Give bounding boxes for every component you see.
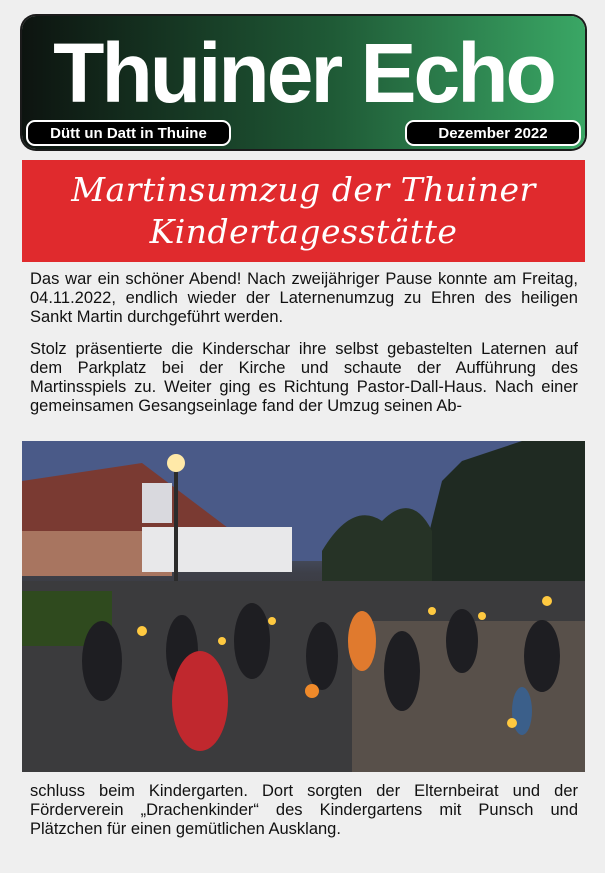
lantern-parade-photo <box>22 441 585 772</box>
headline-line-1: Martinsumzug der Thuiner <box>71 170 536 209</box>
article-paragraph-2: Stolz präsentierte die Kinderschar ihre selbst gebastelten Laternen auf dem Parkplatz bei der Kirche und schaute der Aufführung des Martinsspiels zu. Weiter ging es Richtung Pastor-Dall-Haus. Nach einer gemeinsamen Gesangseinlage fand der Umzug seinen Ab- <box>30 340 578 415</box>
headline-line-2: Kindertagesstätte <box>149 212 458 251</box>
newspaper-title: Thuiner Echo <box>53 26 554 120</box>
article-paragraph-1: Das war ein schöner Abend! Nach zweijähriger Pause konnte am Freitag, 04.11.2022, endlich wieder der Laternenumzug zu Ehren des heiligen Sankt Martin durchgeführt werden. <box>30 270 578 326</box>
issue-date-badge: Dezember 2022 <box>405 120 581 146</box>
lantern-parade-illustration <box>22 441 585 772</box>
tagline-badge: Dütt un Datt in Thuine <box>26 120 231 146</box>
article-paragraph-3: schluss beim Kindergarten. Dort sorgten der Elternbeirat und der Förderverein „Drachenkinder“ des Kindergartens mit Punsch und Plätzchen für einen gemütlichen Ausklang. <box>30 782 578 838</box>
article-headline <box>22 160 585 262</box>
masthead <box>22 16 585 149</box>
